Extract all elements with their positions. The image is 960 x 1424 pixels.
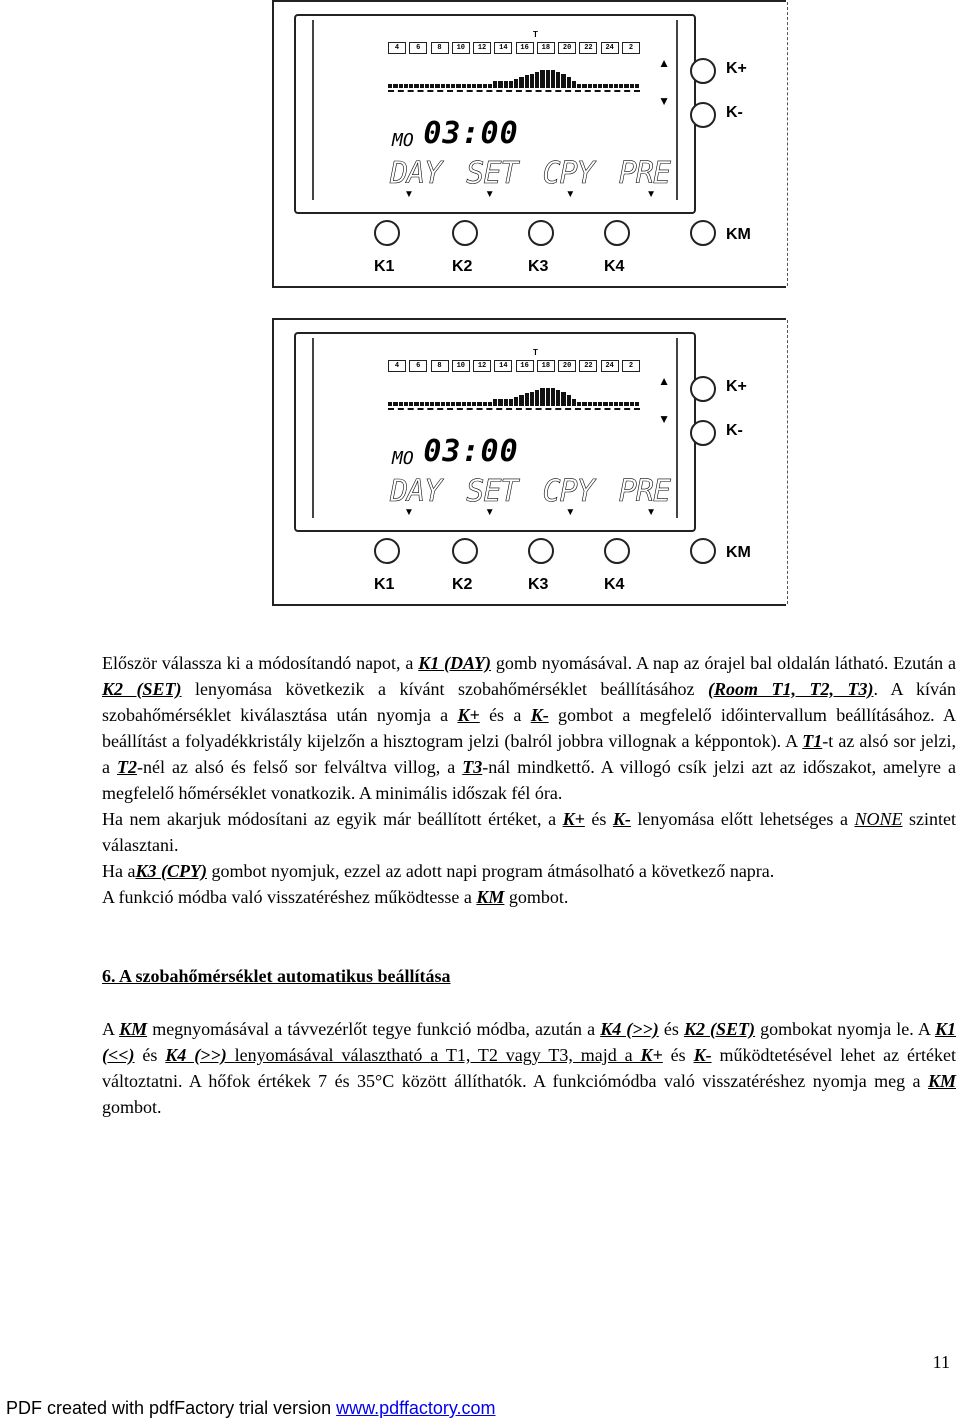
scroll-up-icon: ▲ [658,56,670,70]
histogram-bar [603,84,607,88]
key-ref: K+ [640,1045,663,1065]
time-readout: 03:00 [423,116,519,151]
histogram-bar [530,392,534,406]
scroll-down-icon: ▼ [658,412,670,426]
k3-label: K3 [528,576,549,593]
histogram-bar [514,79,518,88]
histogram-bar [519,395,523,406]
pointer-down-icon: ▼ [565,189,576,200]
k4-button[interactable] [604,538,630,564]
histogram-bar [598,402,602,406]
histogram-bar [572,399,576,406]
text-run: szintet választani. [102,809,956,855]
histogram-bar [414,84,418,88]
menu-pre: PRE [618,156,670,191]
k-plus-button[interactable] [690,376,716,402]
histogram-bar [414,402,418,406]
hour-label: 8 [431,360,449,372]
temperature-histogram [388,70,640,88]
key-ref: K- [530,705,549,725]
k4-label: K4 [604,576,625,593]
clock-display [392,116,519,151]
histogram-bar [588,402,592,406]
key-ref: K+ [562,809,585,829]
text-run: lenyomása következik a kívánt szobahőmérséklet beállításához [181,679,708,699]
k4-label: K4 [604,258,625,275]
histogram-bar [535,72,539,88]
clock-display [392,434,519,469]
hour-scale [388,42,640,54]
histogram-bar [435,84,439,88]
top-tick-label: T [533,30,538,39]
text-run: működtetésével lehet az értéket változtatni. A hőfok értékek 7 és 35°C között állíthatók. A funkciómódba való visszatéréshez nyomja meg a [102,1045,957,1091]
k1-button[interactable] [374,220,400,246]
menu-pointer-row [404,190,656,200]
histogram-bar [430,402,434,406]
histogram-bar [420,402,424,406]
instructions-paragraph [102,650,956,910]
histogram-bar [546,70,550,88]
key-ref: K4 (>>) [600,1019,659,1039]
key-ref: NONE [854,809,903,829]
remote-control-body [272,318,786,606]
histogram-bar [509,399,513,406]
hour-label: 24 [601,360,619,372]
day-indicator: MO [392,448,414,469]
histogram-bar [619,402,623,406]
text-run: gomb nyomásával. A nap az órajel bal oldalán látható. Ezután a [491,653,956,673]
histogram-bar [393,402,397,406]
hour-label: 18 [537,42,555,54]
key-ref: K- [612,809,631,829]
hour-label: 24 [601,42,619,54]
scroll-down-icon: ▼ [658,94,670,108]
histogram-bar [388,84,392,88]
histogram-bar [399,84,403,88]
histogram-bar [635,402,639,406]
instruction-text [102,884,956,910]
histogram-bar [609,402,613,406]
hour-label: 18 [537,360,555,372]
histogram-bar [551,388,555,406]
key-ref: K+ [457,705,480,725]
hour-label: 22 [579,360,597,372]
k1-label: K1 [374,258,395,275]
pointer-down-icon: ▼ [484,507,495,518]
key-ref: K- [693,1045,712,1065]
text-run: gombot. [504,887,569,907]
key-ref: KM [927,1071,956,1091]
histogram-bar [425,84,429,88]
histogram-bar [567,395,571,406]
text-run: gombot nyomjuk, ezzel az adott napi program átmásolható a következő napra. [206,861,775,881]
histogram-bar [593,402,597,406]
hour-label: 20 [558,42,576,54]
histogram-bar [614,402,618,406]
k2-button[interactable] [452,538,478,564]
hour-label: 4 [388,360,406,372]
key-ref: K2 (SET) [683,1019,756,1039]
histogram-bar [619,84,623,88]
text-run: megnyomásával a távvezérlőt tegye funkció módba, azután a [147,1019,601,1039]
histogram-bar [404,402,408,406]
hour-label: 20 [558,360,576,372]
hour-label: 2 [622,360,640,372]
key-ref: K2 (SET) [102,679,182,699]
histogram-bar [393,84,397,88]
k2-label: K2 [452,576,473,593]
histogram-bar [556,390,560,406]
text-run: Ha nem akarjuk módosítani az egyik már beállított értéket, a [102,809,563,829]
hour-label: 16 [516,360,534,372]
menu-pointer-row [404,508,656,518]
histogram-bar [451,84,455,88]
k-plus-label: K+ [726,378,747,395]
histogram-bar [535,390,539,406]
lcd-menu [390,156,670,191]
histogram-bar [498,81,502,88]
hour-label: 10 [452,360,470,372]
histogram-bar [441,84,445,88]
k2-button[interactable] [452,220,478,246]
page-number: 11 [932,1352,950,1372]
text-run: és [134,1045,166,1065]
histogram-bar [567,77,571,88]
lcd-menu [390,474,670,509]
text-run: -nél az alsó és felső sor felváltva villog, a [136,757,463,777]
histogram-bar [456,402,460,406]
hour-label: 4 [388,42,406,54]
key-ref: KM [476,887,505,907]
histogram-bar [399,402,403,406]
k3-button[interactable] [528,220,554,246]
lcd-display [294,332,696,532]
histogram-bar [467,84,471,88]
key-ref: T1 [802,731,823,751]
hour-label: 12 [473,42,491,54]
histogram-bar [630,402,634,406]
pointer-down-icon: ▼ [565,507,576,518]
histogram-bar [624,402,628,406]
histogram-bar [546,388,550,406]
key-ref: KM [119,1019,148,1039]
hour-label: 12 [473,360,491,372]
device-figure-2 [272,318,802,608]
histogram-bar [441,402,445,406]
histogram-bar [467,402,471,406]
histogram-bar [493,399,497,406]
k-minus-label: K- [726,104,743,121]
device-figure-1 [272,0,802,290]
key-ref: K3 (CPY) [135,861,207,881]
histogram-bar [430,84,434,88]
menu-set: SET [466,474,518,509]
k3-label: K3 [528,258,549,275]
lcd-display [294,14,696,214]
histogram-baseline [388,408,640,410]
text-run: . A kíván szobahőmérséklet kiválasztása után nyomja a [102,679,956,725]
menu-day: DAY [390,156,442,191]
hour-label: 16 [516,42,534,54]
histogram-bar [462,84,466,88]
automatic-setting-paragraph [102,1016,956,1120]
histogram-bar [588,84,592,88]
k-plus-label: K+ [726,60,747,77]
km-label: KM [726,226,751,243]
k-plus-button[interactable] [690,58,716,84]
histogram-bar [409,84,413,88]
hour-label: 8 [431,42,449,54]
top-tick-label: T [533,348,538,357]
footer-link[interactable]: www.pdffactory.com [336,1398,496,1418]
histogram-bar [472,84,476,88]
k-minus-label: K- [726,422,743,439]
footer-text: PDF created with pdfFactory trial version [6,1398,337,1418]
text-run: és [584,809,613,829]
pdf-footer [6,1398,496,1419]
remote-control-body [272,0,786,288]
text-run: lenyomásával választható a T1, T2 vagy T3, majd a [234,1045,641,1065]
menu-cpy: CPY [542,474,594,509]
k4-button[interactable] [604,220,630,246]
key-ref: K1 (<<) [102,1019,956,1065]
histogram-bar [472,402,476,406]
hour-label: 14 [494,360,512,372]
menu-day: DAY [390,474,442,509]
histogram-baseline [388,90,640,92]
scroll-up-icon: ▲ [658,374,670,388]
histogram-bar [525,75,529,88]
day-indicator: MO [392,130,414,151]
histogram-bar [493,81,497,88]
k1-button[interactable] [374,538,400,564]
histogram-bar [582,402,586,406]
text-run: gombot a megfelelő időintervallum beállításához. A beállítást a folyadékkristály kijelzőn a hisztogram jelzi (balról jobbra villognak a képpontok). A [102,705,957,751]
histogram-bar [425,402,429,406]
menu-cpy: CPY [542,156,594,191]
histogram-bar [514,397,518,406]
text-run: Ha a [102,861,136,881]
histogram-bar [483,84,487,88]
pointer-down-icon: ▼ [404,189,414,200]
k-minus-button[interactable] [690,102,716,128]
text-run: A [102,1019,120,1039]
histogram-bar [456,84,460,88]
histogram-bar [635,84,639,88]
k1-label: K1 [374,576,395,593]
histogram-bar [477,402,481,406]
k-minus-button[interactable] [690,420,716,446]
histogram-bar [498,399,502,406]
text-run: A funkció módba való visszatéréshez működtesse a [102,887,477,907]
km-label: KM [726,544,751,561]
histogram-bar [572,81,576,88]
hour-label: 6 [409,42,427,54]
hour-label: 22 [579,42,597,54]
pointer-down-icon: ▼ [484,189,495,200]
histogram-bar [504,399,508,406]
histogram-bar [540,70,544,88]
histogram-bar [577,84,581,88]
histogram-bar [556,72,560,88]
hour-label: 14 [494,42,512,54]
instruction-text [102,650,956,806]
pointer-down-icon: ▼ [646,189,656,200]
histogram-bar [609,84,613,88]
text-run: lenyomása előtt lehetséges a [630,809,855,829]
time-readout: 03:00 [423,434,519,469]
histogram-bar [577,402,581,406]
instruction-text [102,858,956,884]
hour-label: 2 [622,42,640,54]
text-run: és [658,1019,684,1039]
km-button[interactable] [690,538,716,564]
histogram-bar [483,402,487,406]
text-run: -nál mindkettő. A villogó csík jelzi azt az időszakot, amelyre a megfelelő hőmérséklet vonatkozik. A minimális időszak fél óra. [102,757,956,803]
temperature-histogram [388,388,640,406]
histogram-bar [488,402,492,406]
hour-label: 6 [409,360,427,372]
pointer-down-icon: ▼ [646,507,656,518]
instruction-text [102,1016,956,1120]
key-ref: K4 (>>) [165,1045,235,1065]
pointer-down-icon: ▼ [404,507,414,518]
instruction-text [102,806,956,858]
histogram-bar [388,402,392,406]
section-heading: 6. A szobahőmérséklet automatikus beállítása [102,966,451,986]
histogram-bar [446,84,450,88]
histogram-bar [582,84,586,88]
text-run: gombokat nyomja le. A [755,1019,935,1039]
text-run: Először válassza ki a módosítandó napot, a [102,653,419,673]
histogram-bar [603,402,607,406]
histogram-bar [561,392,565,406]
histogram-bar [462,402,466,406]
histogram-bar [598,84,602,88]
text-run: és a [479,705,531,725]
text-run: és [662,1045,694,1065]
histogram-bar [477,84,481,88]
histogram-bar [530,74,534,88]
histogram-bar [488,84,492,88]
histogram-bar [614,84,618,88]
hour-label: 10 [452,42,470,54]
histogram-bar [624,84,628,88]
text-run: gombot. [102,1097,162,1117]
hour-scale [388,360,640,372]
key-ref: (Room T1, T2, T3) [707,679,874,699]
histogram-bar [409,402,413,406]
histogram-bar [630,84,634,88]
menu-pre: PRE [618,474,670,509]
key-ref: K1 (DAY) [418,653,492,673]
histogram-bar [525,393,529,406]
histogram-bar [593,84,597,88]
key-ref: T3 [462,757,483,777]
histogram-bar [451,402,455,406]
k2-label: K2 [452,258,473,275]
menu-set: SET [466,156,518,191]
histogram-bar [540,388,544,406]
histogram-bar [446,402,450,406]
key-ref: T2 [116,757,137,777]
histogram-bar [509,81,513,88]
histogram-bar [551,70,555,88]
km-button[interactable] [690,220,716,246]
histogram-bar [404,84,408,88]
histogram-bar [504,81,508,88]
histogram-bar [420,84,424,88]
text-run: -t az alsó sor jelzi, a [102,731,957,777]
histogram-bar [561,74,565,88]
histogram-bar [435,402,439,406]
k3-button[interactable] [528,538,554,564]
histogram-bar [519,77,523,88]
